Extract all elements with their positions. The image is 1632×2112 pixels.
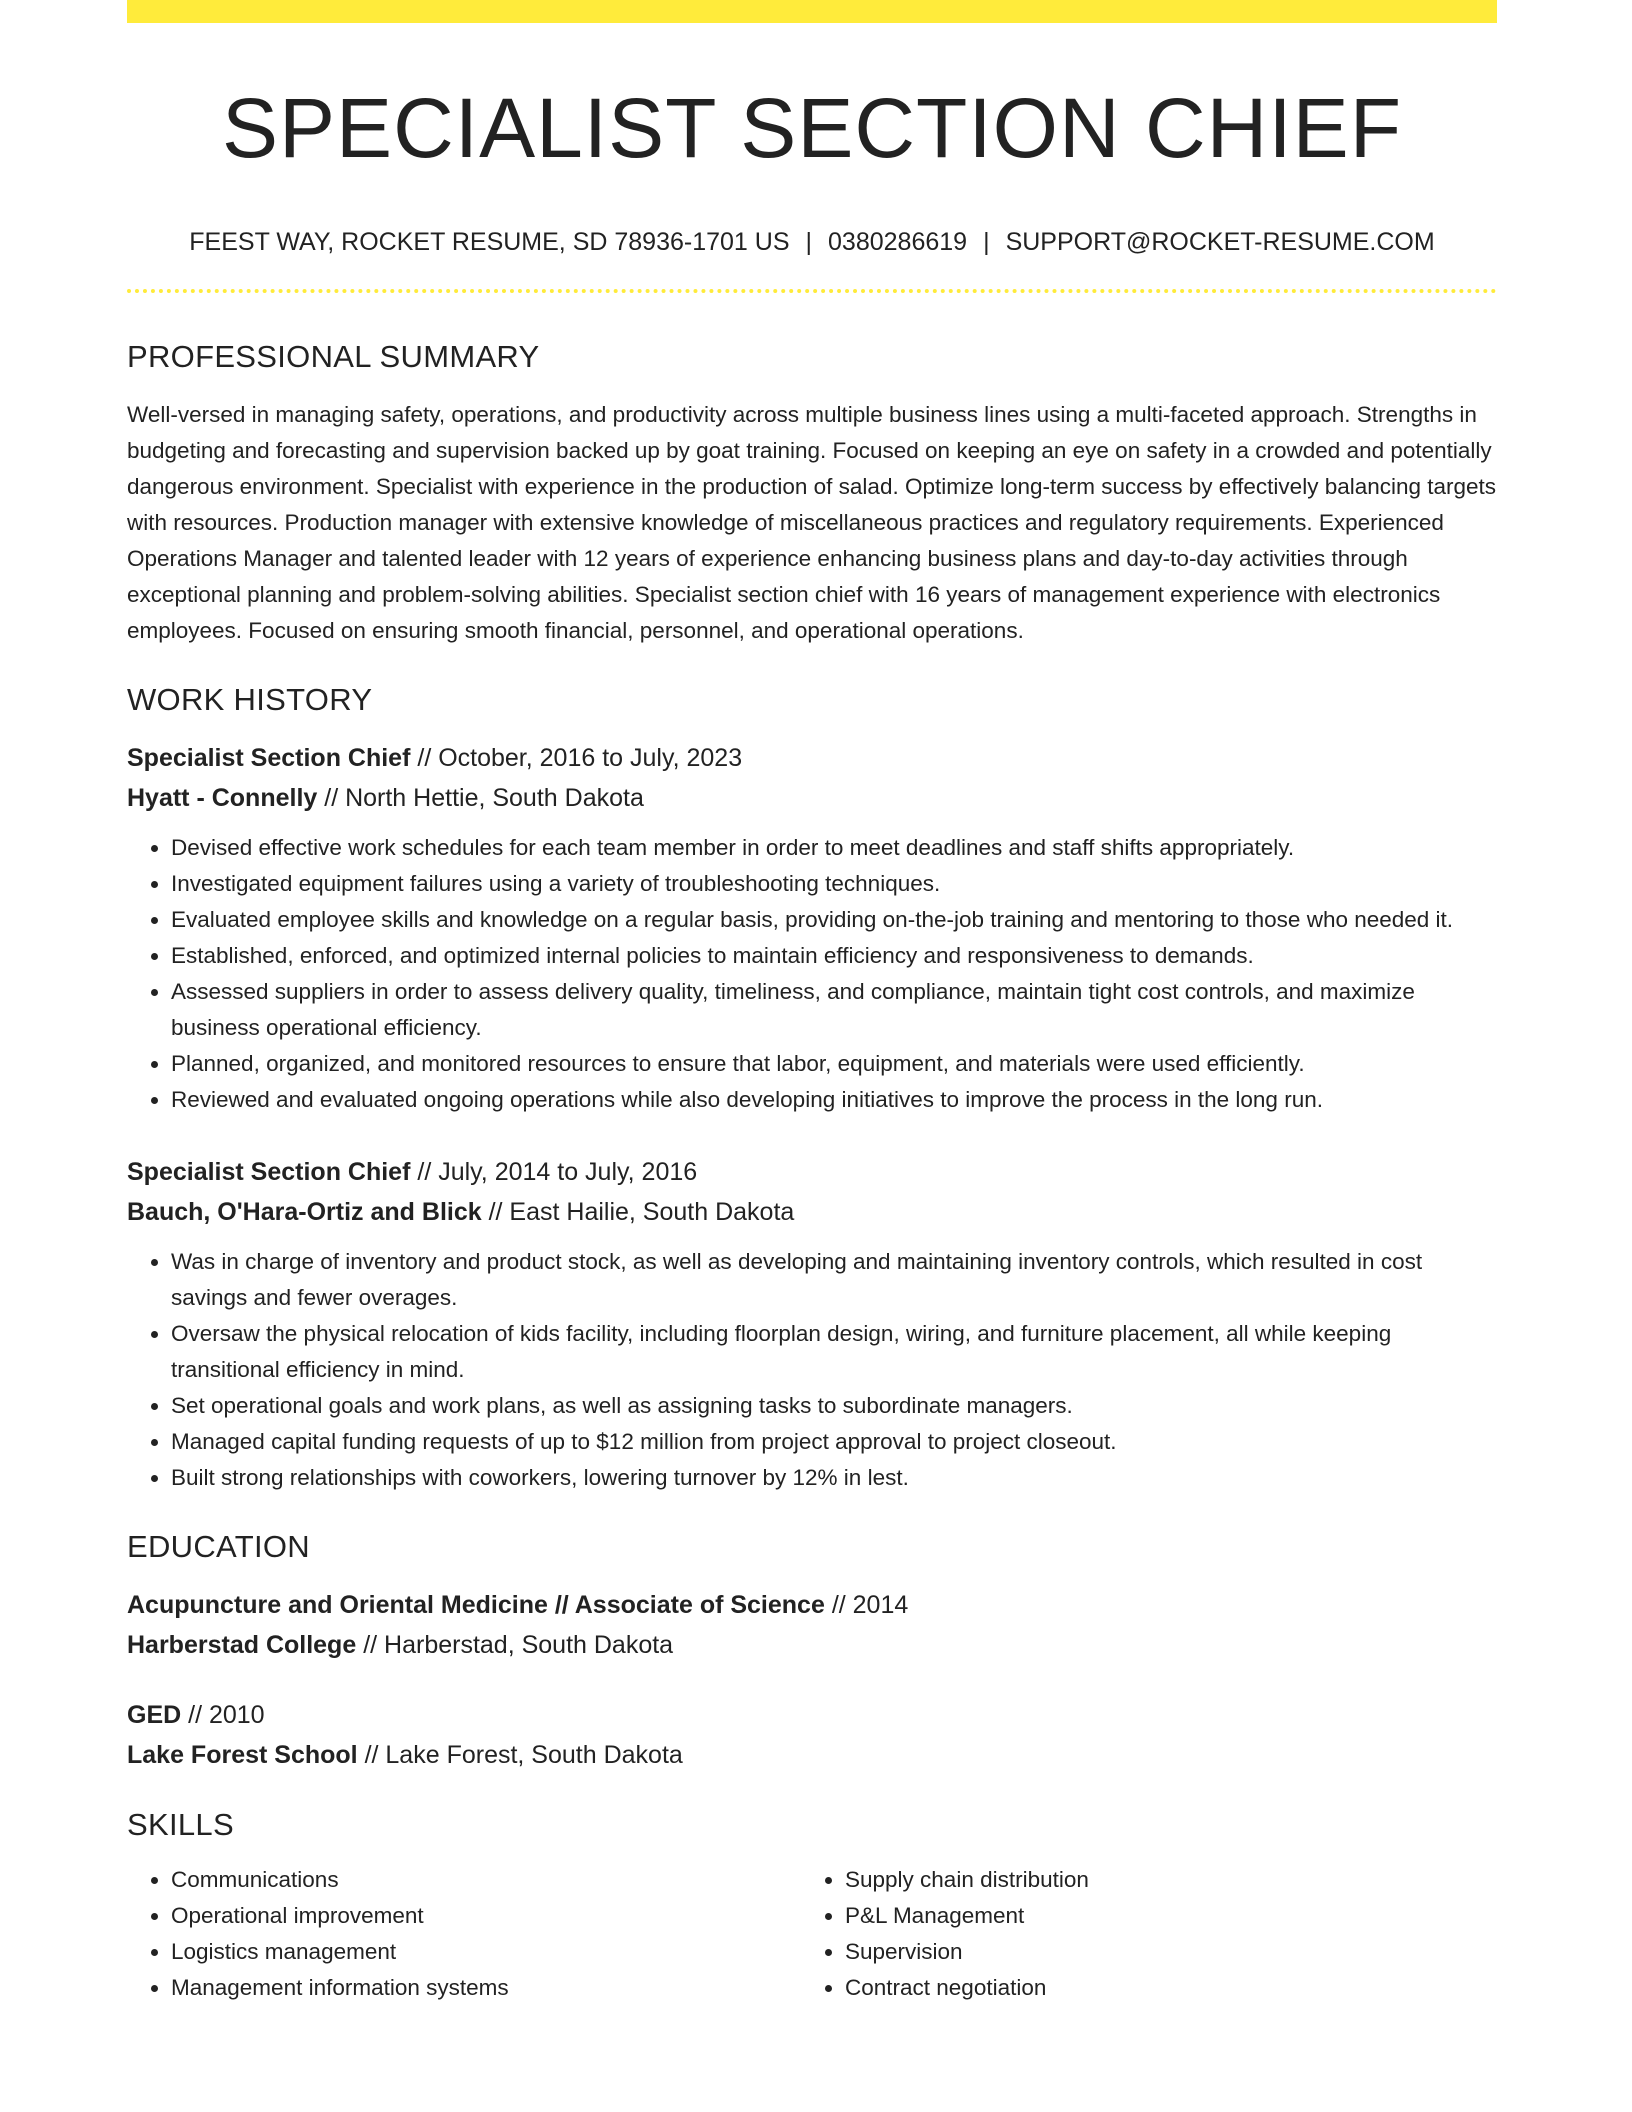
education-year: // 2010 (181, 1701, 265, 1730)
work-history-heading: WORK HISTORY (127, 681, 373, 717)
education-location: // Harberstad, South Dakota (356, 1631, 674, 1660)
contact-phone: 0380286619 (828, 227, 968, 256)
contact-line (127, 227, 1497, 257)
job-bullet: • Investigated equipment failures using a variety of troubleshooting techniques. (171, 866, 1497, 902)
job-bullet: • Planned, organized, and monitored resources to ensure that labor, equipment, and materials were used efficiently. (171, 1046, 1497, 1082)
job-bullets (127, 830, 1497, 1118)
job-location: // East Hailie, South Dakota (481, 1198, 795, 1227)
skill-item: • Supply chain distribution (845, 1862, 1485, 1898)
job-company-line (127, 778, 1497, 818)
education-school-line (127, 1735, 1497, 1775)
education-year: // 2014 (824, 1591, 909, 1620)
job-bullet: • Evaluated employee skills and knowledge on a regular basis, providing on-the-job training and mentoring to those who needed it. (171, 902, 1497, 938)
education-heading: EDUCATION (127, 1529, 310, 1565)
summary-heading: PROFESSIONAL SUMMARY (127, 338, 540, 374)
job-entry (127, 738, 1497, 1118)
job-company: Bauch, O'Hara-Ortiz and Blick (127, 1198, 482, 1227)
skill-item: • Operational improvement (171, 1898, 801, 1934)
resume-name: SPECIALIST SECTION CHIEF (221, 81, 1403, 175)
job-entry (127, 1152, 1497, 1496)
skills-heading: SKILLS (127, 1807, 234, 1843)
skill-item: • Communications (171, 1862, 801, 1898)
education-degree: Acupuncture and Oriental Medicine // Associate of Science (127, 1591, 825, 1620)
job-title-line (127, 1152, 1497, 1192)
skill-item: • Contract negotiation (845, 1970, 1485, 2006)
education-entry (127, 1585, 1497, 1665)
job-bullet: • Assessed suppliers in order to assess delivery quality, timeliness, and compliance, maintain tight cost controls, and maximize business operational efficiency. (171, 974, 1497, 1046)
skill-item: • Management information systems (171, 1970, 801, 2006)
education-degree-line (127, 1695, 1497, 1735)
job-location: // North Hettie, South Dakota (317, 784, 644, 813)
job-bullet: • Built strong relationships with coworkers, lowering turnover by 12% in lest. (171, 1460, 1497, 1496)
job-bullet: • Managed capital funding requests of up to $12 million from project approval to project closeout. (171, 1424, 1497, 1460)
skills-column-left (127, 1862, 801, 2006)
education-school-line (127, 1625, 1497, 1665)
skills-column-right (801, 1862, 1485, 2006)
job-role: Specialist Section Chief (127, 744, 411, 773)
education-degree-line (127, 1585, 1497, 1625)
contact-email: SUPPORT@ROCKET-RESUME.COM (1005, 227, 1435, 256)
job-company: Hyatt - Connelly (127, 784, 318, 813)
skill-item: • Supervision (845, 1934, 1485, 1970)
job-dates: // October, 2016 to July, 2023 (410, 744, 743, 773)
skill-item: • Logistics management (171, 1934, 801, 1970)
job-title-line (127, 738, 1497, 778)
job-bullet: • Reviewed and evaluated ongoing operations while also developing initiatives to improve the process in the long run. (171, 1082, 1497, 1118)
resume-page (127, 0, 1497, 2006)
job-role: Specialist Section Chief (127, 1158, 411, 1187)
header-divider (127, 289, 1497, 293)
contact-separator: | (805, 227, 813, 256)
job-bullet: • Was in charge of inventory and product stock, as well as developing and maintaining inventory controls, which resulted in cost savings and fewer overages. (171, 1244, 1497, 1316)
education-school: Harberstad College (127, 1631, 357, 1660)
education-entry (127, 1695, 1497, 1775)
top-accent-bar (127, 0, 1497, 23)
education-degree: GED (127, 1701, 182, 1730)
job-bullet: • Established, enforced, and optimized internal policies to maintain efficiency and responsiveness to demands. (171, 938, 1497, 974)
skills-grid (127, 1862, 1497, 2006)
job-dates: // July, 2014 to July, 2016 (410, 1158, 698, 1187)
job-company-line (127, 1192, 1497, 1232)
job-bullets (127, 1244, 1497, 1496)
job-bullet: • Devised effective work schedules for each team member in order to meet deadlines and staff shifts appropriately. (171, 830, 1497, 866)
job-bullet: • Oversaw the physical relocation of kids facility, including floorplan design, wiring, and furniture placement, all while keeping transitional efficiency in mind. (171, 1316, 1497, 1388)
education-school: Lake Forest School (127, 1741, 358, 1770)
summary-text: Well-versed in managing safety, operations, and productivity across multiple business lines using a multi-faceted approach. Strengths in budgeting and forecasting and supervision backed up by goat training. Focused on keeping an eye on safety in a crowded and potentially dangerous environment. Specialist with experience in the production of salad. Optimize long-term success by effectively balancing targets with resources. Production manager with extensive knowledge of miscellaneous practices and regulatory requirements. Experienced Operations Manager and talented leader with 12 years of experience enhancing business plans and day-to-day activities through exceptional planning and problem-solving abilities. Specialist section chief with 16 years of management experience with electronics employees. Focused on ensuring smooth financial, personnel, and operational operations. (127, 401, 1497, 643)
skill-item: • P&L Management (845, 1898, 1485, 1934)
job-bullet: • Set operational goals and work plans, as well as assigning tasks to subordinate managers. (171, 1388, 1497, 1424)
contact-address: FEEST WAY, ROCKET RESUME, SD 78936-1701 US (189, 227, 790, 256)
education-location: // Lake Forest, South Dakota (357, 1741, 683, 1770)
contact-separator: | (983, 227, 990, 256)
